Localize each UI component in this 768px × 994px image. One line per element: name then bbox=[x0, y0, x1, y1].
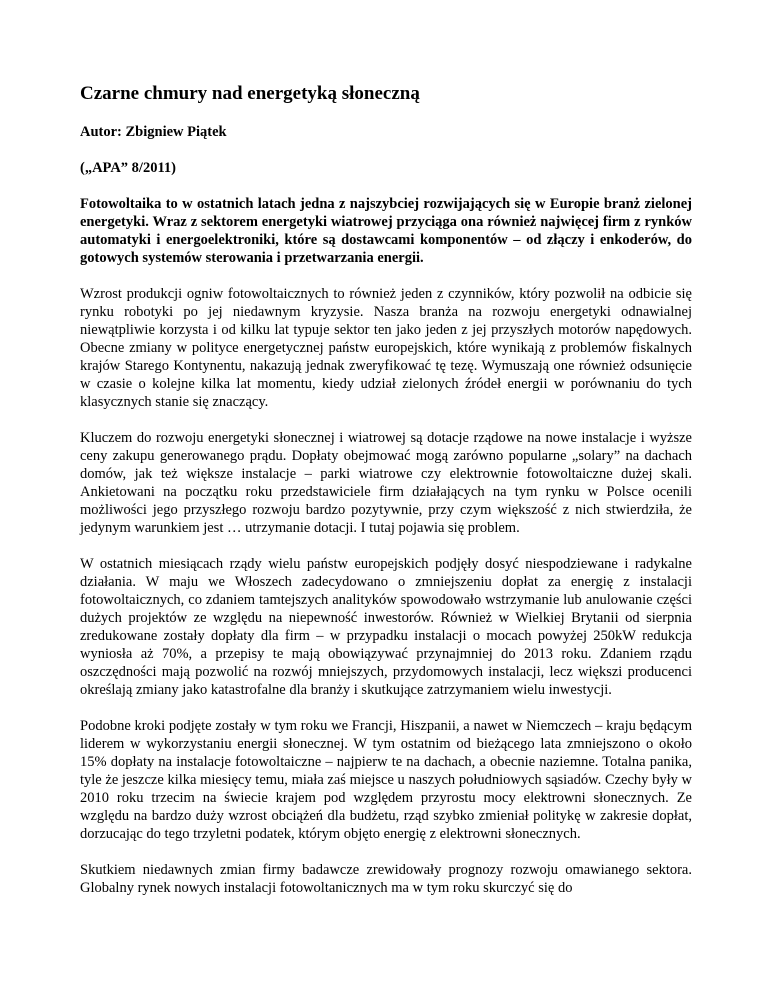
paragraph-1: Wzrost produkcji ogniw fotowoltaicznych to również jeden z czynników, który pozwolił na odbicie się rynku robotyki po jej niedawnym kryzysie. Nasza branża na rozwoju energetyki odnawialnej niewątpliwie korzysta i od kilku lat typuje sektor ten jako jeden z jej przyszłych motorów napędowych. Obecne zmiany w polityce energetycznej państw europejskich, które wynikają z problemów fiskalnych krajów Starego Kontynentu, nakazują jednak zweryfikować tę tezę. Wymuszają one również odsunięcie w czasie o kolejne kilka lat momentu, kiedy udział zielonych źródeł energii w porównaniu do tych klasycznych stanie się znaczący. bbox=[80, 286, 692, 410]
paragraph-5: Skutkiem niedawnych zmian firmy badawcze zrewidowały prognozy rozwoju omawianego sektora. Globalny rynek nowych instalacji fotowoltanicznych ma w tym roku skurczyć się do bbox=[80, 862, 692, 896]
article-author: Autor: Zbigniew Piątek bbox=[80, 124, 227, 140]
paragraph-3: W ostatnich miesiącach rządy wielu państw europejskich podjęły dosyć niespodziewane i radykalne działania. W maju we Włoszech zadecydowano o zmniejszeniu dopłat za energię z instalacji fotowoltaicznych, co zdaniem tamtejszych analityków spowodowało wstrzymanie lub anulowanie części dużych projektów ze względu na niepewność inwestorów. Również w Wielkiej Brytanii od sierpnia zredukowane zostały dopłaty dla firm – w przypadku instalacji o mocach powyżej 250kW redukcja wyniosła aż 70%, a przepisy te mają obowiązywać przynajmniej do 2013 roku. Zdaniem rządu oszczędności mają pozwolić na rozwój mniejszych, przydomowych instalacji, lecz większi producenci określają zmiany jako katastrofalne dla branży i skutkujące zatrzymaniem wielu inwestycji. bbox=[80, 556, 692, 698]
paragraph-2: Kluczem do rozwoju energetyki słonecznej i wiatrowej są dotacje rządowe na nowe instalacje i wyższe ceny zakupu generowanego prądu. Dopłaty obejmować mogą zarówno popularne „solary” na dachach domów, jak też większe instalacje – parki wiatrowe czy elektrownie fotowoltaiczne dużej skali. Ankietowani na początku roku przedstawiciele firm działających na tym rynku w Polsce ocenili możliwości jego przyszłego rozwoju bardzo pozytywnie, przy czym większość z nich stwierdziła, że jedynym warunkiem jest … utrzymanie dotacji. I tutaj pojawia się problem. bbox=[80, 430, 692, 536]
paragraph-4: Podobne kroki podjęte zostały w tym roku we Francji, Hiszpanii, a nawet w Niemczech – kraju będącym liderem w wykorzystaniu energii słonecznej. W tym ostatnim od bieżącego lata zmniejszono o około 15% dopłaty na instalacje fotowoltaiczne – najpierw te na dachach, a obecnie naziemne. Totalna panika, tyle że jeszcze kilka miesięcy temu, miała zaś miejsce u naszych południowych sąsiadów. Czechy były w 2010 roku trzecim na świecie krajem pod względem przyrostu mocy elektrowni słonecznych. Ze względu na bardzo duży wzrost obciążeń dla budżetu, rząd szybko zmieniał politykę w zakresie dopłat, dorzucając do tego trzyletni podatek, którym objęto energię z elektrowni słonecznych. bbox=[80, 718, 692, 842]
document-page bbox=[80, 83, 692, 915]
article-lead: Fotowoltaika to w ostatnich latach jedna z najszybciej rozwijających się w Europie branż zielonej energetyki. Wraz z sektorem energetyki wiatrowej przyciąga ona również najwięcej firm z rynków automatyki i energoelektroniki, które są dostawcami komponentów – od złączy i enkoderów, do gotowych systemów sterowania i przetwarzania energii. bbox=[80, 196, 692, 266]
article-title: Czarne chmury nad energetyką słoneczną bbox=[80, 83, 420, 104]
article-source: („APA” 8/2011) bbox=[80, 160, 176, 176]
